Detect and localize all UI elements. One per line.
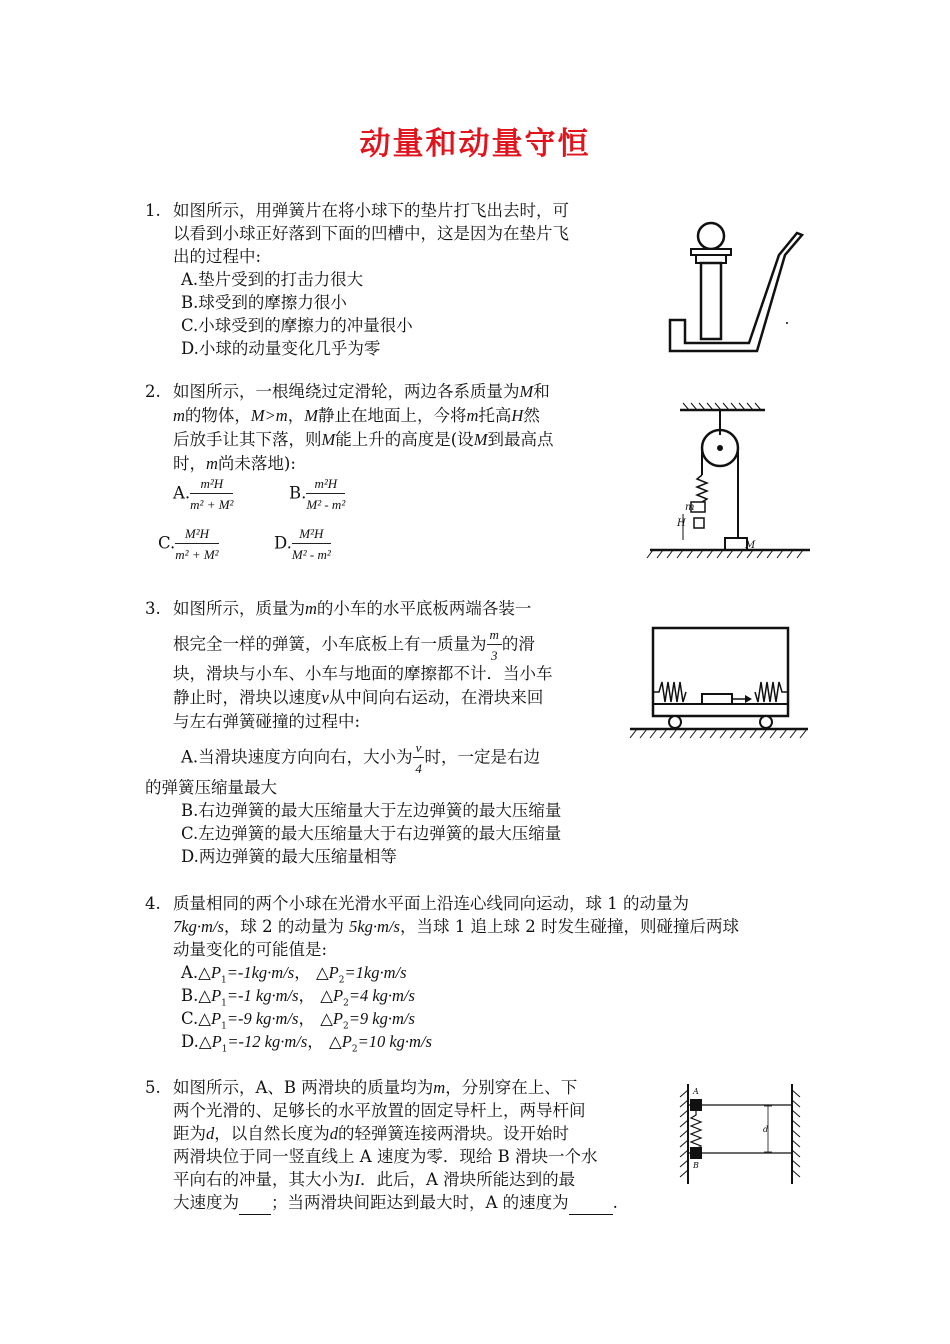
option-d: D.小球的动量变化几乎为零 [181, 339, 381, 358]
option-d: D.两边弹簧的最大压缩量相等 [181, 847, 397, 866]
question-text: 质量相同的两个小球在光滑水平面上沿连心线同向运动，球 1 的动量为 [173, 894, 689, 913]
option-c: C. $\frac{\text{M²H}}{\text{m² + M²}}$ [158, 526, 219, 562]
question-text: 7kg·m/s，球 2 的动量为 5kg·m/s，当球 1 追上球 2 时发生碰撞，则碰撞后两球 [173, 917, 739, 936]
question-text: 时，m尚未落地): [173, 454, 296, 473]
fig-label-M: M [745, 540, 756, 551]
question-text: m的物体，M>m，M静止在地面上，今将m托高H然 [173, 406, 540, 425]
option-a: A.当滑块速度方向向右，大小为 $\frac{v}{4}$ 时，一定是右边 [181, 740, 540, 776]
fig-label-H: H [677, 518, 686, 529]
question-number: 3. [145, 599, 161, 618]
question-text: 两滑块位于同一竖直线上 A 速度为零．现给 B 滑块一个水 [173, 1147, 598, 1166]
question-text: 以看到小球正好落到下面的凹槽中，这是因为在垫片飞 [173, 224, 569, 243]
question-text: 后放手让其下落，则M能上升的高度是(设M到最高点 [173, 430, 554, 449]
q5-figure [670, 1082, 810, 1187]
question-text: 出的过程中: [173, 247, 262, 266]
question-text: 静止时，滑块以速度v从中间向右运动，在滑块来回 [173, 688, 544, 707]
option-b: B.右边弹簧的最大压缩量大于左边弹簧的最大压缩量 [181, 801, 562, 820]
question-text: 如图所示，一根绳绕过定滑轮，两边各系质量为M和 [173, 382, 550, 401]
question-text: 平向右的冲量，其大小为I．此后，A 滑块所能达到的最 [173, 1170, 576, 1189]
question-number: 1. [145, 201, 161, 220]
q3-figure [625, 622, 810, 747]
fig-label-A: A [693, 1087, 699, 1096]
option-a: $A.\triangle P_1=-1kg\cdot m/s$， $\triangle P_2=1kg\cdot m/s$ [181, 963, 407, 986]
question-text: 如图所示，用弹簧片在将小球下的垫片打飞出去时，可 [173, 201, 569, 220]
page-title: 动量和动量守恒 [359, 126, 591, 162]
question-text: 如图所示，质量为m的小车的水平底板两端各装一 [173, 599, 532, 618]
question-text: 两个光滑的、足够长的水平放置的固定导杆上，两导杆间 [173, 1101, 586, 1120]
option-b: $B.\triangle P_1=-1$ kg·m/s， $\triangle P_2=4$ kg·m/s [181, 986, 415, 1009]
option-a: A.垫片受到的打击力很大 [181, 270, 364, 289]
question-text: 动量变化的可能值是: [173, 940, 328, 959]
option-d: $D.\triangle P_1=-12$ kg·m/s， $\triangle P_2=10$ kg·m/s [181, 1032, 432, 1055]
option-c: C.小球受到的摩擦力的冲量很小 [181, 316, 413, 335]
fig-label-B: B [693, 1161, 699, 1170]
option-a: A. $\frac{\text{m²H}}{\text{m² + M²}}$ [173, 476, 234, 512]
question-number: 4. [145, 894, 161, 913]
question-number: 5. [145, 1078, 161, 1097]
q1-figure [665, 215, 805, 357]
fig-label-m: m [685, 502, 695, 513]
question-text: 根完全一样的弹簧，小车底板上有一质量为 $\frac{m}{3}$ 的滑 [173, 627, 535, 663]
option-b: B. $\frac{\text{m²H}}{\text{M² - m²}}$ [289, 476, 346, 512]
option-b: B.球受到的摩擦力很小 [181, 293, 347, 312]
question-text: 大速度为 ；当两滑块间距达到最大时，A 的速度为 . [173, 1191, 618, 1215]
question-number: 2. [145, 382, 161, 401]
answer-blank-1[interactable] [239, 1191, 271, 1215]
question-text: 如图所示，A、B 两滑块的质量均为m，分别穿在上、下 [173, 1078, 578, 1097]
option-c: $C.\triangle P_1=-9$ kg·m/s， $\triangle P_2=9$ kg·m/s [181, 1009, 415, 1032]
option-d: D. $\frac{\text{M²H}}{\text{M² - m²}}$ [274, 526, 331, 562]
question-text: 距为d，以自然长度为d的轻弹簧连接两滑块。设开始时 [173, 1124, 569, 1143]
answer-blank-2[interactable] [569, 1191, 613, 1215]
option-c: C.左边弹簧的最大压缩量大于右边弹簧的最大压缩量 [181, 824, 562, 843]
q2-figure [645, 400, 815, 565]
question-text: 块，滑块与小车、小车与地面的摩擦都不计．当小车 [173, 664, 553, 683]
fig-label-d: d [763, 1125, 769, 1134]
question-text: 与左右弹簧碰撞的过程中: [173, 712, 361, 731]
option-a-cont: 的弹簧压缩量最大 [145, 778, 277, 797]
